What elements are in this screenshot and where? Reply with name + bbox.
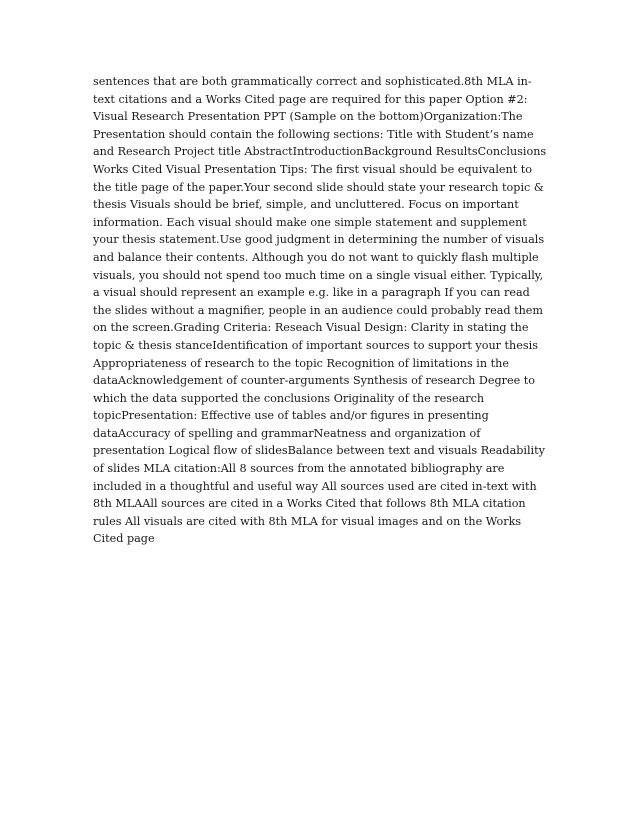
body-paragraph: sentences that are both grammatically correct and sophisticated.8th MLA in-text citations and a Works Cited page are required for this paper Option #2: Visual Research Presentation PPT (Sample on the bottom)Organization:The Presentation should contain the following sections: Title with Student’s name and Research Project title AbstractIntroductionBackground ResultsConclusions Works Cited Visual Presentation Tips: The first visual should be equivalent to the title page of the paper.Your second slide should state your research topic & thesis Visuals should be brief, simple, and uncluttered. Focus on important information. Each visual should make one simple statement and supplement your thesis statement.Use good judgment in determining the number of visuals and balance their contents. Although you do not want to quickly flash multiple visuals, you should not spend too much time on a single visual either. Typically, a visual should represent an example e.g. like in a paragraph If you can read the slides without a magnifier, people in an audience could probably read them on the screen.Grading Criteria: Reseach Visual Design: Clarity in stating the topic & thesis stanceIdentification of important sources to support your thesis Appropriateness of research to the topic Recognition of limitations in the dataAcknowledgement of counter-arguments Synthesis of research Degree to which the data supported the conclusions Originality of the research topicPresentation: Effective use of tables and/or figures in presenting dataAccuracy of spelling and grammarNeatness and organization of presentation Logical flow of slidesBalance between text and visuals Readability of slides MLA citation:All 8 sources from the annotated bibliography are included in a thoughtful and useful way All sources used are cited in-text with 8th MLAAll sources are cited in a Works Cited that follows 8th MLA citation rules All visuals are cited with 8th MLA for visual images and on the Works Cited page (93, 75, 547, 546)
